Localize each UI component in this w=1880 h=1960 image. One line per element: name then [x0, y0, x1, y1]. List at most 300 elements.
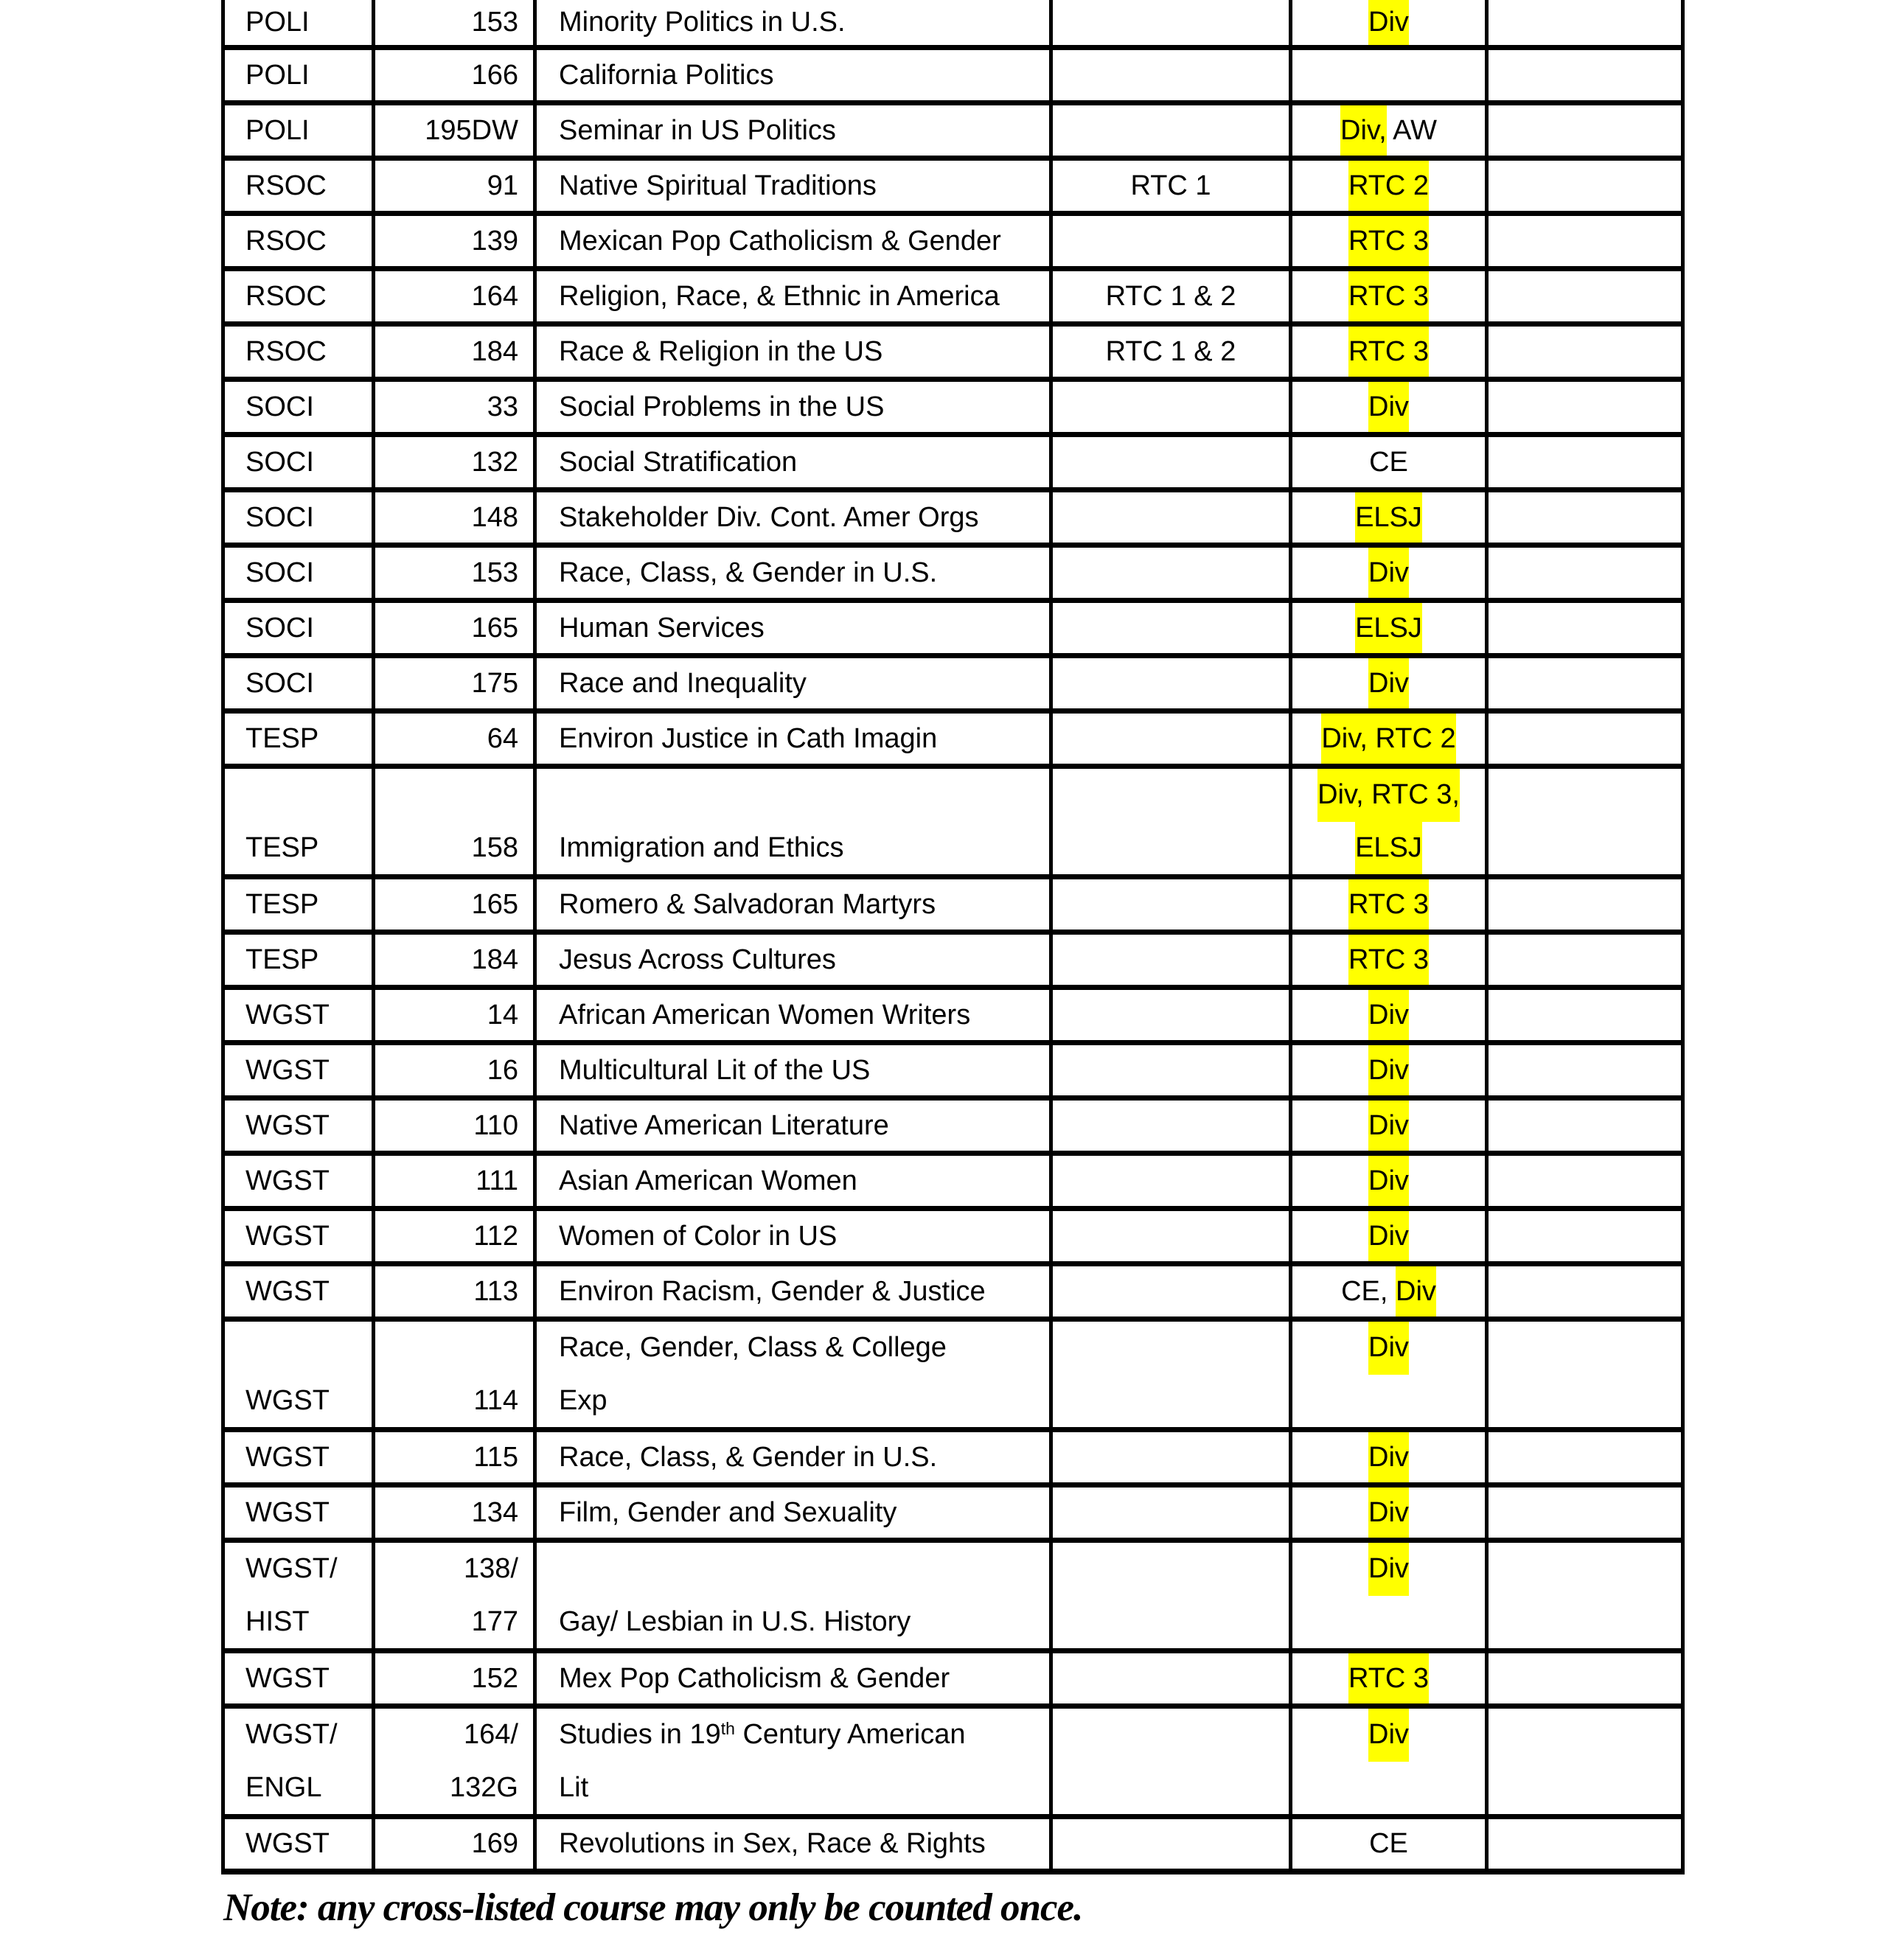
- cell-line: [1292, 1375, 1485, 1428]
- highlighted-tag: Div: [1368, 1543, 1409, 1596]
- highlighted-tag: Div: [1368, 382, 1409, 432]
- highlighted-tag: Div: [1368, 0, 1409, 45]
- core-prior-cell: [1053, 1819, 1292, 1869]
- text-segment: 138/: [464, 1553, 518, 1585]
- text-segment: 165: [471, 612, 518, 644]
- highlighted-tag: Div: [1368, 990, 1409, 1040]
- cell-line: [1489, 1156, 1681, 1206]
- course-title-cell: [537, 1709, 1053, 1814]
- course-number-cell: [375, 1488, 537, 1538]
- cell-line: [537, 105, 1049, 156]
- cell-line: [1053, 1266, 1289, 1316]
- cell-line: [537, 1543, 1049, 1596]
- highlighted-tag: RTC 3: [1348, 216, 1429, 266]
- cell-line: [1489, 50, 1681, 100]
- core-prior-cell: [1053, 1432, 1292, 1482]
- cell-line: [375, 1653, 533, 1703]
- text-segment: WGST: [246, 1662, 330, 1694]
- note-text: Note: any cross-listed course may only be counted once.: [223, 1886, 1083, 1929]
- cell-line: [1489, 327, 1681, 377]
- cell-line: [1292, 1266, 1485, 1316]
- text-segment: 14: [487, 999, 518, 1030]
- course-table: [221, 0, 1685, 1874]
- course-number-cell: [375, 216, 537, 266]
- text-segment: California Politics: [559, 59, 774, 91]
- cell-line: [375, 714, 533, 764]
- core-tags-cell: [1292, 382, 1489, 432]
- dept-cell: [225, 382, 375, 432]
- text-segment: th: [720, 1719, 735, 1738]
- cell-line: [225, 1101, 372, 1151]
- cell-line: [1489, 382, 1681, 432]
- course-title-cell: [537, 1819, 1053, 1869]
- dept-cell: [225, 1543, 375, 1648]
- core-prior-cell: [1053, 714, 1292, 764]
- text-segment: TESP: [246, 722, 319, 754]
- dept-cell: [225, 548, 375, 598]
- cell-line: [1053, 0, 1289, 45]
- cell-line: [375, 1266, 533, 1316]
- text-segment: CE: [1369, 446, 1408, 478]
- dept-cell: [225, 1432, 375, 1482]
- course-title-cell: [537, 990, 1053, 1040]
- text-segment: WGST: [246, 1496, 330, 1528]
- table-row: [225, 161, 1681, 216]
- cell-line: [1489, 492, 1681, 543]
- text-segment: Asian American Women: [559, 1165, 857, 1196]
- text-segment: Race, Class, & Gender in U.S.: [559, 557, 938, 588]
- cell-line: [1053, 1045, 1289, 1095]
- text-segment: Stakeholder Div. Cont. Amer Orgs: [559, 501, 979, 533]
- course-title-cell: [537, 1045, 1053, 1095]
- cell-line: [1489, 161, 1681, 211]
- text-segment: 165: [471, 888, 518, 920]
- text-segment: Mexican Pop Catholicism & Gender: [559, 225, 1001, 257]
- core-tags-cell: [1292, 879, 1489, 930]
- cell-line: [1489, 1101, 1681, 1151]
- cell-line: [1489, 216, 1681, 266]
- course-title-cell: [537, 437, 1053, 487]
- text-segment: SOCI: [246, 446, 314, 478]
- cell-line: [537, 548, 1049, 598]
- cell-line: [375, 0, 533, 45]
- cell-line: [225, 492, 372, 543]
- text-segment: Native Spiritual Traditions: [559, 170, 877, 201]
- text-segment: WGST/: [246, 1719, 338, 1751]
- cell-line: [1292, 216, 1485, 266]
- blank-cell: [1489, 990, 1681, 1040]
- cell-line: [375, 603, 533, 653]
- cell-line: [375, 216, 533, 266]
- course-number-cell: [375, 327, 537, 377]
- core-tags-cell: [1292, 1653, 1489, 1703]
- core-tags-cell: [1292, 1045, 1489, 1095]
- core-tags-cell: [1292, 1101, 1489, 1151]
- core-tags-cell: [1292, 437, 1489, 487]
- text-segment: Immigration and Ethics: [559, 831, 844, 863]
- text-segment: 114: [473, 1384, 518, 1416]
- course-title-cell: [537, 1488, 1053, 1538]
- core-tags-cell: [1292, 1488, 1489, 1538]
- cell-line: [1053, 1156, 1289, 1206]
- cell-line: [1489, 603, 1681, 653]
- text-segment: Revolutions in Sex, Race & Rights: [559, 1828, 986, 1859]
- core-prior-cell: [1053, 1488, 1292, 1538]
- cell-line: [225, 935, 372, 985]
- blank-cell: [1489, 879, 1681, 930]
- blank-cell: [1489, 50, 1681, 100]
- blank-cell: [1489, 0, 1681, 45]
- course-number-cell: [375, 990, 537, 1040]
- cell-line: [1292, 1488, 1485, 1538]
- text-segment: WGST: [246, 1275, 330, 1307]
- course-number-cell: [375, 714, 537, 764]
- highlighted-tag: Div: [1368, 548, 1409, 598]
- cell-line: [1489, 1488, 1681, 1538]
- cell-line: [537, 1709, 1049, 1762]
- core-prior-cell: [1053, 658, 1292, 708]
- cell-line: [375, 990, 533, 1040]
- blank-cell: [1489, 271, 1681, 321]
- text-segment: 164: [471, 280, 518, 312]
- cell-line: [375, 382, 533, 432]
- highlighted-tag: Div: [1368, 1488, 1409, 1538]
- cell-line: [1053, 1101, 1289, 1151]
- text-segment: 111: [476, 1165, 518, 1196]
- text-segment: 139: [471, 225, 518, 257]
- highlighted-tag: RTC 3: [1348, 327, 1429, 377]
- cell-line: [225, 1045, 372, 1095]
- cell-line: [1292, 161, 1485, 211]
- cell-line: [225, 1432, 372, 1482]
- course-number-cell: [375, 1432, 537, 1482]
- text-segment: Human Services: [559, 612, 765, 644]
- cell-line: [537, 492, 1049, 543]
- cell-line: [1053, 1819, 1289, 1869]
- text-segment: Women of Color in US: [559, 1220, 838, 1252]
- cell-line: [375, 437, 533, 487]
- text-segment: RSOC: [246, 170, 327, 201]
- core-prior-cell: [1053, 105, 1292, 156]
- cell-line: [225, 1762, 372, 1815]
- course-number-cell: [375, 1045, 537, 1095]
- cell-line: [1053, 50, 1289, 100]
- cell-line: [1053, 658, 1289, 708]
- highlighted-tag: Div: [1368, 658, 1409, 708]
- cell-line: [1292, 714, 1485, 764]
- course-title-cell: [537, 1322, 1053, 1427]
- course-title-cell: [537, 1266, 1053, 1316]
- course-number-cell: [375, 382, 537, 432]
- dept-cell: [225, 1709, 375, 1814]
- text-segment: CE,: [1341, 1275, 1396, 1307]
- cell-line: [375, 1432, 533, 1482]
- course-number-cell: [375, 1653, 537, 1703]
- cell-line: [1292, 822, 1485, 875]
- core-tags-cell: [1292, 603, 1489, 653]
- cell-line: [225, 658, 372, 708]
- cell-line: [537, 935, 1049, 985]
- core-tags-cell: [1292, 1819, 1489, 1869]
- course-title-cell: [537, 1156, 1053, 1206]
- core-tags-cell: [1292, 714, 1489, 764]
- highlighted-tag: ELSJ: [1355, 822, 1422, 875]
- blank-cell: [1489, 714, 1681, 764]
- highlighted-tag: Div, RTC 2: [1321, 714, 1455, 764]
- cell-line: [1053, 1211, 1289, 1261]
- cell-line: [1489, 1819, 1681, 1869]
- dept-cell: [225, 1653, 375, 1703]
- cell-line: [225, 1488, 372, 1538]
- table-row: [225, 492, 1681, 548]
- text-segment: POLI: [246, 114, 310, 146]
- text-segment: WGST: [246, 1220, 330, 1252]
- blank-cell: [1489, 492, 1681, 543]
- dept-cell: [225, 161, 375, 211]
- cell-line: [1489, 271, 1681, 321]
- table-row: [225, 0, 1681, 50]
- cell-line: [537, 1322, 1049, 1375]
- highlighted-tag: RTC 3: [1348, 935, 1429, 985]
- blank-cell: [1489, 1543, 1681, 1648]
- text-segment: Jesus Across Cultures: [559, 944, 836, 975]
- blank-cell: [1489, 382, 1681, 432]
- cell-line: [537, 161, 1049, 211]
- highlighted-tag: Div: [1368, 1322, 1409, 1375]
- cell-line: [537, 1432, 1049, 1482]
- core-prior-cell: [1053, 492, 1292, 543]
- dept-cell: [225, 1101, 375, 1151]
- cell-line: [375, 1211, 533, 1261]
- cell-line: [537, 1653, 1049, 1703]
- dept-cell: [225, 879, 375, 930]
- text-segment: SOCI: [246, 557, 314, 588]
- text-segment: Gay/ Lesbian in U.S. History: [559, 1605, 911, 1637]
- core-tags-cell: [1292, 658, 1489, 708]
- text-segment: 184: [471, 335, 518, 367]
- course-title-cell: [537, 50, 1053, 100]
- table-row: [225, 1653, 1681, 1709]
- core-prior-cell: [1053, 935, 1292, 985]
- table-row: [225, 1488, 1681, 1543]
- cell-line: [225, 50, 372, 100]
- blank-cell: [1489, 161, 1681, 211]
- course-number-cell: [375, 769, 537, 874]
- course-number-cell: [375, 603, 537, 653]
- text-segment: Film, Gender and Sexuality: [559, 1496, 897, 1528]
- highlighted-tag: RTC 3: [1348, 1653, 1429, 1703]
- course-title-cell: [537, 327, 1053, 377]
- dept-cell: [225, 492, 375, 543]
- cell-line: [1292, 603, 1485, 653]
- course-number-cell: [375, 492, 537, 543]
- text-segment: Race, Gender, Class & College: [559, 1332, 947, 1364]
- core-prior-cell: [1053, 382, 1292, 432]
- text-segment: 132: [471, 446, 518, 478]
- course-number-cell: [375, 1322, 537, 1427]
- text-segment: Environ Justice in Cath Imagin: [559, 722, 938, 754]
- cell-line: [537, 1156, 1049, 1206]
- cell-line: [1292, 50, 1485, 100]
- table-row: [225, 1709, 1681, 1819]
- course-title-cell: [537, 879, 1053, 930]
- blank-cell: [1489, 1101, 1681, 1151]
- text-segment: POLI: [246, 7, 310, 38]
- course-number-cell: [375, 1101, 537, 1151]
- blank-cell: [1489, 603, 1681, 653]
- text-segment: 177: [471, 1605, 518, 1637]
- dept-cell: [225, 216, 375, 266]
- blank-cell: [1489, 216, 1681, 266]
- cell-line: [1489, 0, 1681, 45]
- text-segment: ENGL: [246, 1771, 322, 1803]
- cell-line: [1292, 1432, 1485, 1482]
- core-prior-cell: [1053, 271, 1292, 321]
- cell-line: [537, 1101, 1049, 1151]
- cell-line: [537, 216, 1049, 266]
- table-row: [225, 879, 1681, 935]
- text-segment: WGST/: [246, 1553, 338, 1585]
- cell-line: [1053, 1543, 1289, 1648]
- text-segment: African American Women Writers: [559, 999, 971, 1030]
- core-tags-cell: [1292, 271, 1489, 321]
- text-segment: CE: [1369, 1828, 1408, 1859]
- core-tags-cell: [1292, 0, 1489, 45]
- course-number-cell: [375, 271, 537, 321]
- core-tags-cell: [1292, 1266, 1489, 1316]
- cell-line: [1489, 1543, 1681, 1648]
- blank-cell: [1489, 769, 1681, 874]
- blank-cell: [1489, 658, 1681, 708]
- cell-line: [537, 437, 1049, 487]
- cell-line: [1292, 1045, 1485, 1095]
- core-tags-cell: [1292, 327, 1489, 377]
- cell-line: [375, 1709, 533, 1762]
- course-number-cell: [375, 1543, 537, 1648]
- dept-cell: [225, 1211, 375, 1261]
- text-segment: Multicultural Lit of the US: [559, 1054, 871, 1086]
- course-title-cell: [537, 1432, 1053, 1482]
- core-prior-cell: [1053, 327, 1292, 377]
- cell-line: [1053, 1488, 1289, 1538]
- core-prior-cell: [1053, 161, 1292, 211]
- cell-line: [1489, 1211, 1681, 1261]
- table-row: [225, 769, 1681, 879]
- course-title-cell: [537, 1653, 1053, 1703]
- table-row: [225, 382, 1681, 437]
- core-prior-cell: [1053, 1101, 1292, 1151]
- text-segment: 16: [487, 1054, 518, 1086]
- blank-cell: [1489, 327, 1681, 377]
- highlighted-tag: Div: [1368, 1432, 1409, 1482]
- cell-line: [375, 1322, 533, 1375]
- course-title-cell: [537, 1211, 1053, 1261]
- highlighted-tag: Div, RTC 3,: [1317, 769, 1460, 822]
- cell-line: [375, 935, 533, 985]
- cell-line: [1053, 161, 1289, 211]
- highlighted-tag: RTC 3: [1348, 271, 1429, 321]
- cell-line: [537, 50, 1049, 100]
- core-tags-cell: [1292, 990, 1489, 1040]
- cell-line: [1292, 879, 1485, 930]
- core-prior-cell: [1053, 1156, 1292, 1206]
- cell-line: [1489, 105, 1681, 156]
- text-segment: 33: [487, 391, 518, 422]
- text-segment: 91: [487, 170, 518, 201]
- dept-cell: [225, 1045, 375, 1095]
- table-row: [225, 216, 1681, 271]
- cell-line: [375, 879, 533, 930]
- course-title-cell: [537, 161, 1053, 211]
- core-tags-cell: [1292, 769, 1489, 874]
- blank-cell: [1489, 1653, 1681, 1703]
- dept-cell: [225, 658, 375, 708]
- cell-line: [225, 1596, 372, 1649]
- cell-line: [375, 161, 533, 211]
- text-segment: WGST: [246, 1828, 330, 1859]
- blank-cell: [1489, 437, 1681, 487]
- dept-cell: [225, 935, 375, 985]
- cell-line: [537, 1762, 1049, 1815]
- text-segment: 166: [471, 59, 518, 91]
- text-segment: 175: [471, 667, 518, 699]
- course-title-cell: [537, 714, 1053, 764]
- course-title-cell: [537, 769, 1053, 874]
- text-segment: Romero & Salvadoran Martyrs: [559, 888, 936, 920]
- text-segment: Seminar in US Politics: [559, 114, 836, 146]
- cell-line: [1292, 1101, 1485, 1151]
- course-title-cell: [537, 216, 1053, 266]
- cell-line: [1053, 1653, 1289, 1703]
- cell-line: [1292, 548, 1485, 598]
- dept-cell: [225, 0, 375, 45]
- core-prior-cell: [1053, 1543, 1292, 1648]
- course-title-cell: [537, 271, 1053, 321]
- highlighted-tag: Div: [1396, 1266, 1436, 1316]
- cell-line: [1489, 714, 1681, 764]
- cell-line: [225, 161, 372, 211]
- cell-line: [1292, 1596, 1485, 1649]
- cell-line: [1292, 382, 1485, 432]
- blank-cell: [1489, 105, 1681, 156]
- text-segment: WGST: [246, 1109, 330, 1141]
- course-title-cell: [537, 105, 1053, 156]
- course-number-cell: [375, 658, 537, 708]
- core-tags-cell: [1292, 105, 1489, 156]
- cell-line: [1489, 437, 1681, 487]
- text-segment: TESP: [246, 944, 319, 975]
- cell-line: [375, 50, 533, 100]
- text-segment: Social Problems in the US: [559, 391, 885, 422]
- text-segment: Century American: [734, 1719, 966, 1751]
- cell-line: [375, 1045, 533, 1095]
- course-number-cell: [375, 161, 537, 211]
- dept-cell: [225, 437, 375, 487]
- cell-line: [375, 1375, 533, 1428]
- cell-line: [537, 1596, 1049, 1649]
- text-segment: Race & Religion in the US: [559, 335, 883, 367]
- text-segment: 184: [471, 944, 518, 975]
- cell-line: [1292, 769, 1485, 822]
- course-number-cell: [375, 105, 537, 156]
- cell-line: [1053, 548, 1289, 598]
- course-title-cell: [537, 603, 1053, 653]
- text-segment: 132G: [450, 1771, 518, 1803]
- cell-line: [225, 879, 372, 930]
- course-title-cell: [537, 548, 1053, 598]
- cell-line: [1489, 1653, 1681, 1703]
- table-row: [225, 603, 1681, 658]
